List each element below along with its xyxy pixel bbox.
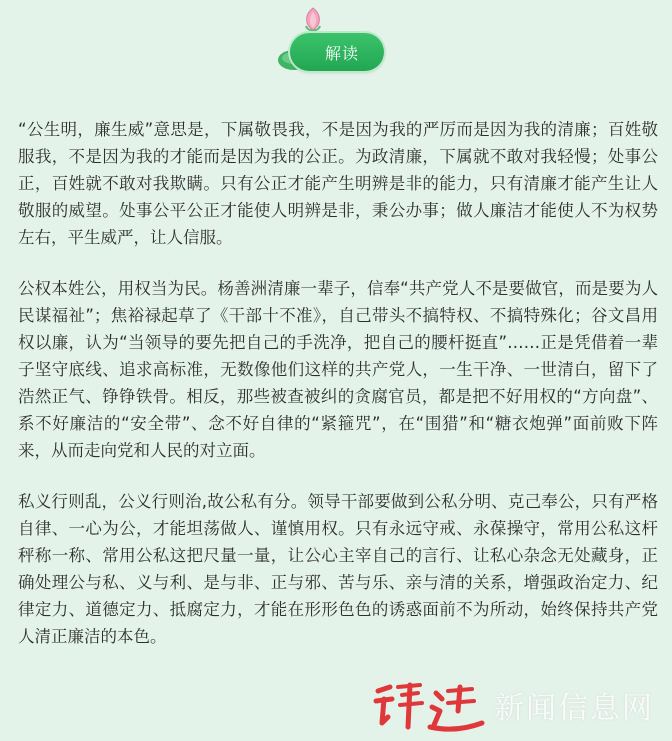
paragraph-1: “公生明，廉生威”意思是，下属敬畏我，不是因为我的严厉而是因为我的清廉；百姓敬服我，不是因为我的才能而是因为我的公正。为政清廉，下属就不敢对我轻慢；处事公正，百姓就不敢对我欺瞒。只有公正才能产生明辨是非的能力，只有清廉才能产生让人敬服的威望。处事公平公正才能使人明辨是非，秉公办事；做人廉洁才能使人不为权势左右，平生威严，让人信服。 <box>18 120 658 247</box>
section-badge <box>290 33 384 71</box>
header <box>0 0 672 90</box>
paragraph-3: 私义行则乱，公义行则治,故公私有分。领导干部要做到公私分明、克己奉公，只有严格自律、一心为公，才能坦荡做人、谨慎用权。只有永远守戒、永葆操守，常用公私这杆秤称一称、常用公私这把尺量一量，让公心主宰自己的言行、让私心杂念无处藏身，正确处理公与私、义与利、是与非、正与邪、苦与乐、亲与清的关系，增强政治定力、纪律定力、道德定力、抵腐定力，才能在形形色色的诱惑面前不为所动，始终保持共产党人清正廉洁的本色。 <box>18 492 658 646</box>
article-body <box>18 116 658 674</box>
calligraphy-logo-icon <box>368 677 488 733</box>
watermark <box>368 675 654 735</box>
badge-label: 解读 <box>324 43 359 63</box>
lotus-bud-icon <box>300 6 326 36</box>
paragraph-2: 公权本姓公，用权当为民。杨善洲清廉一辈子，信奉“共产党人不是要做官，而是要为人民谋福祉”；焦裕禄起草了《干部十不准》，自己带头不搞特权、不搞特殊化；谷文昌用权以廉，认为“当领导的要先把自己的手洗净，把自己的腰杆挺直”……正是凭借着一辈子坚守底线、追求高标准，无数像他们这样的共产党人，一生干净、一世清白，留下了浩然正气、铮铮铁骨。相反，那些被查被纠的贪腐官员，都是把不好用权的“方向盘”、系不好廉洁的“安全带”、念不好自律的“紧箍咒”，在“围猎”和“糖衣炮弹”面前败下阵来，从而走向党和人民的对立面。 <box>18 279 658 460</box>
watermark-text: 新闻信息网 <box>494 691 654 726</box>
